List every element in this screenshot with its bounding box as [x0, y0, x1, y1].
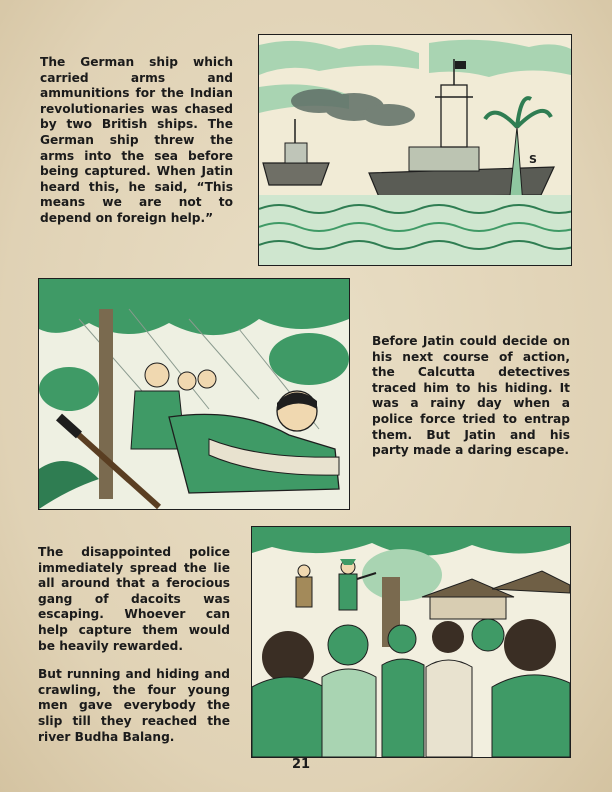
- rainy-escape-illustration: [39, 279, 349, 509]
- caption-escape: [372, 334, 570, 472]
- sea-waves: [259, 195, 571, 265]
- panel-rainy-escape: [38, 278, 350, 510]
- police-crowd-illustration: [252, 527, 570, 757]
- panel-police-announcement: [251, 526, 571, 758]
- panel-ship-chase: [258, 34, 572, 266]
- crowd: [252, 619, 570, 757]
- caption-river-text: But running and hiding and crawling, the four young men gave everybody the slip till they reached the river Budha Balang.: [38, 667, 230, 744]
- caption-lie-and-river: [38, 545, 230, 758]
- ship-hull-letter: S: [529, 153, 537, 166]
- caption-lie-text: The disappointed police immediately spread the lie all around that a ferocious gang of dacoits was escaping. Whoever can help capture them would be heavily rewarded.: [38, 545, 230, 653]
- caption-german-ship: [40, 55, 233, 240]
- page-number: 21: [291, 757, 311, 772]
- tree-trunk: [99, 309, 113, 499]
- caption-german-ship-text: The German ship which carried arms and ammunitions for the Indian revolutionaries was chased by two British ships. The German ship threw the arms into the sea before being captured. When Jatin heard this, he said, “This means we are not to depend on foreign help.”: [40, 55, 233, 225]
- ship-chase-illustration: [259, 35, 571, 265]
- caption-escape-text: Before Jatin could decide on his next course of action, the Calcutta detectives traced him to his hiding. It was a rainy day when a police force tried to entrap them. But Jatin and his party made a daring escape.: [372, 334, 570, 458]
